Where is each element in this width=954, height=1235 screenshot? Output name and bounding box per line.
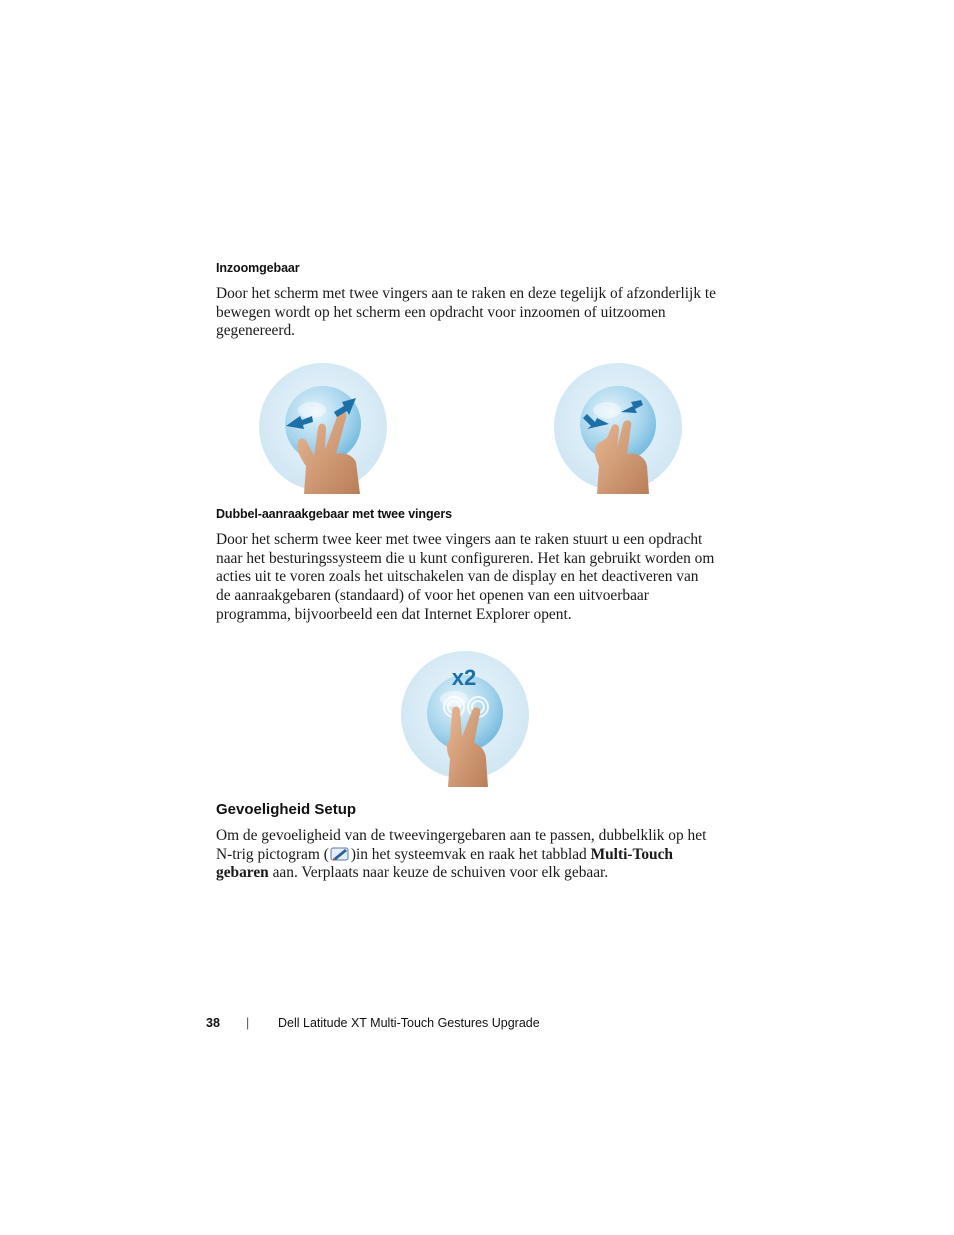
sensitivity-text-middle: )in het systeemvak en raak het tabblad xyxy=(350,845,591,863)
zoom-in-illustration xyxy=(551,362,685,494)
page-number: 38 xyxy=(206,1016,220,1030)
x2-badge: x2 xyxy=(451,665,477,690)
double-tap-paragraph: Door het scherm twee keer met twee vingers aan te raken stuurt u een opdracht naar het besturingssysteem die u kunt configureren. Het kan gebruikt worden om acties uit te voren zoals het uitschakelen van de display en het deactiveren van de aanraakgebaren (standaard) of voor het openen van een uitvoerbaar programma, bijvoorbeeld een dat Internet Explorer opent. xyxy=(216,531,715,623)
footer-separator: | xyxy=(246,1016,250,1030)
sensitivity-heading: Gevoeligheid Setup xyxy=(216,801,357,818)
multi-touch-tab-name: Multi-Touch gebaren xyxy=(216,845,673,882)
double-tap-illustration xyxy=(398,647,532,787)
zoom-out-illustration xyxy=(256,362,390,494)
footer-title: Dell Latitude XT Multi-Touch Gestures Upgrade xyxy=(278,1016,540,1030)
sensitivity-text-start: Om de gevoeligheid van de tweevingergebaren aan te passen, dubbelklik op het N-trig pictogram ( xyxy=(216,827,707,863)
zoom-gesture-paragraph: Door het scherm met twee vingers aan te raken en deze tegelijk of afzonderlijk te bewegen wordt op het scherm een opdracht voor inzoomen of uitzoomen gegenereerd. xyxy=(216,285,716,340)
ntrig-pen-icon xyxy=(330,846,350,862)
sensitivity-paragraph xyxy=(216,827,716,883)
zoom-gesture-heading: Inzoomgebaar xyxy=(216,261,300,275)
double-tap-heading: Dubbel-aanraakgebaar met twee vingers xyxy=(216,507,452,521)
sensitivity-text-end: aan. Verplaats naar keuze de schuiven voor elk gebaar. xyxy=(268,864,609,882)
